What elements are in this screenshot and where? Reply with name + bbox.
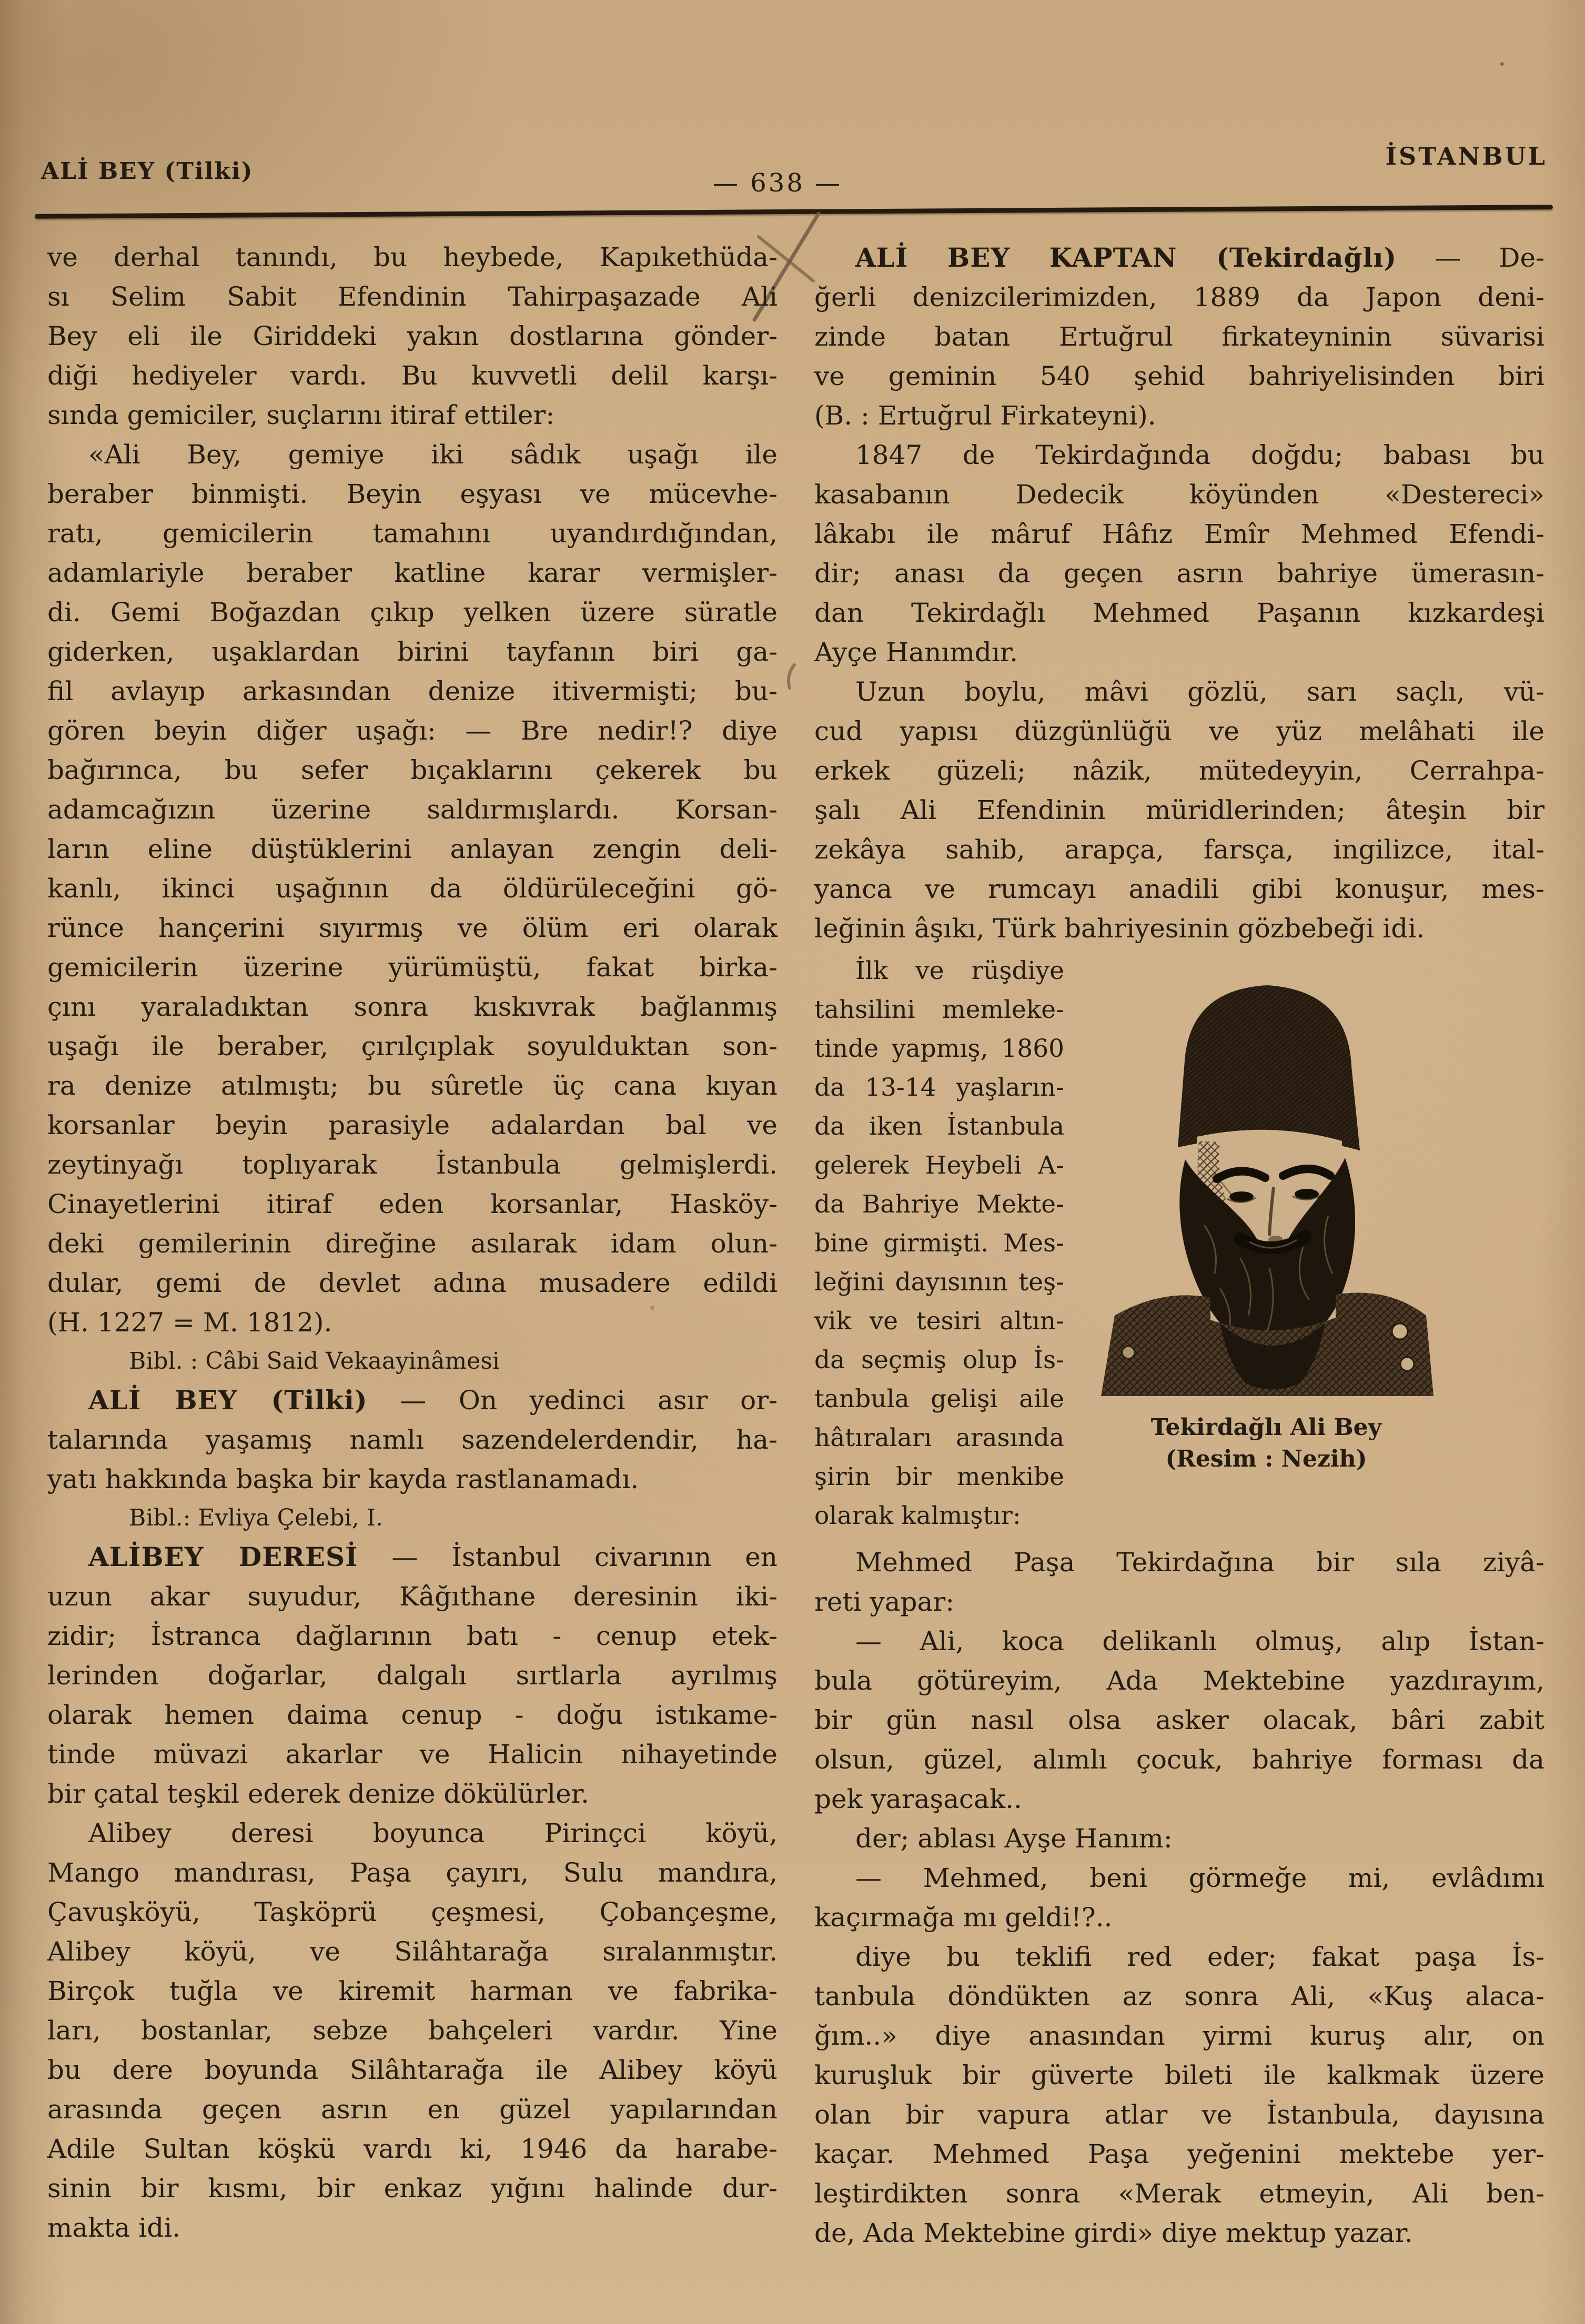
portrait-caption-name: Tekirdağlı Ali Bey <box>1150 1414 1382 1441</box>
right-column-top-text <box>814 238 1544 948</box>
text-line: diye bu teklifi red eder; fakat paşa İs- <box>855 1942 1544 1972</box>
text-line: olsun, güzel, alımlı çocuk, bahriye forması da <box>814 1744 1544 1775</box>
text-line: — Ali, koca delikanlı olmuş, alıp İstan- <box>855 1626 1544 1656</box>
header-entry-title: ALİ BEY (Tilki) <box>41 158 254 185</box>
portrait-section <box>814 952 1544 1535</box>
text-line: ALİ BEY KAPTAN (Tekirdağlı) — De- <box>855 242 1544 273</box>
text-line: uşağı ile beraber, çırılçıplak soyulduktan son- <box>47 1031 778 1062</box>
pencil-tick-mark <box>783 662 801 692</box>
text-line: dir; anası da geçen asrın bahriye ümerasın- <box>814 558 1544 589</box>
text-line: de, Ada Mektebine girdi» diye mektup yazar. <box>814 2218 1413 2248</box>
text-line: Mehmed Paşa Tekirdağına bir sıla ziyâ- <box>855 1547 1544 1578</box>
text-line: olan bir vapura atlar ve İstanbula, dayısına <box>814 2099 1544 2130</box>
text-line: bir gün nasıl olsa asker olacak, bâri zabit <box>814 1705 1544 1735</box>
right-column <box>814 238 1544 2253</box>
text-line: uzun akar suyudur, Kâğıthane deresinin iki- <box>47 1581 778 1612</box>
text-line: olarak kalmıştır: <box>814 1501 1021 1530</box>
text-line: (B. : Ertuğrul Firkateyni). <box>814 400 1156 431</box>
text-line: tahsilini memleke- <box>814 995 1064 1024</box>
text-line: ve derhal tanındı, bu heybede, Kapıkethüda- <box>47 242 778 272</box>
text-line: makta idi. <box>47 2212 181 2243</box>
text-line: çını yaraladıktan sonra kıskıvrak bağlanmış <box>47 992 778 1022</box>
text-line: zeytinyağı toplıyarak İstanbula gelmişlerdi. <box>47 1149 778 1180</box>
text-line: ALİBEY DERESİ — İstanbul civarının en <box>88 1541 778 1572</box>
text-line: bir çatal teşkil ederek denize dökülürler. <box>47 1779 589 1809</box>
text-line: sında gemiciler, suçlarını itiraf ettiler: <box>47 400 555 430</box>
text-line: diği hediyeler vardı. Bu kuvvetli delil karşı- <box>47 360 778 391</box>
portrait-caption <box>1082 1412 1450 1475</box>
text-line: kaçar. Mehmed Paşa yeğenini mektebe yer- <box>814 2139 1544 2169</box>
text-line: Alibey köyü, ve Silâhtarağa sıralanmıştır. <box>47 1936 778 1967</box>
text-line: bine girmişti. Mes- <box>814 1229 1064 1258</box>
text-line: bu dere boyunda Silâhtarağa ile Alibey köyü <box>47 2055 778 2085</box>
text-line: şalı Ali Efendinin müridlerinden; âteşin bir <box>814 795 1544 825</box>
text-line: arasında geçen asrın en güzel yapılarından <box>47 2094 778 2125</box>
text-line: kaçırmağa mı geldi!?.. <box>814 1902 1113 1933</box>
text-line: ları, bostanlar, sebze bahçeleri vardır. Yine <box>47 2015 778 2046</box>
text-line: der; ablası Ayşe Hanım: <box>855 1823 1173 1854</box>
text-line: ğım..» diye anasından yirmi kuruş alır, on <box>814 2020 1544 2051</box>
header-book-title: İSTANBUL <box>1385 142 1547 170</box>
text-line: da seçmiş olup İs- <box>814 1346 1064 1375</box>
text-line: tanbula gelişi aile <box>814 1385 1064 1413</box>
text-line: yatı hakkında başka bir kayda rastlanamadı. <box>47 1464 639 1494</box>
text-line: — Mehmed, beni görmeğe mi, evlâdımı <box>855 1863 1544 1893</box>
right-column-bottom-text <box>814 1543 1544 2253</box>
text-line: adamlariyle beraber katline karar vermişler- <box>47 558 778 588</box>
page-number: — 638 — <box>713 168 843 198</box>
text-line: şirin bir menkibe <box>814 1462 1064 1491</box>
text-line: deki gemilerinin direğine asılarak idam olun- <box>47 1228 778 1259</box>
text-line: tanbula döndükten az sonra Ali, «Kuş alaca- <box>814 1981 1544 2012</box>
text-line: beraber binmişti. Beyin eşyası ve mücevhe- <box>47 479 778 509</box>
text-line: da iken İstanbula <box>814 1112 1064 1141</box>
text-line: pek yaraşacak.. <box>814 1784 1022 1814</box>
text-line: kasabanın Dedecik köyünden «Destereci» <box>814 479 1544 510</box>
text-line: Alibey deresi boyunca Pirinçci köyü, <box>88 1818 778 1848</box>
text-line: Çavuşköyü, Taşköprü çeşmesi, Çobançeşme, <box>47 1897 778 1927</box>
text-line: leğinin âşıkı, Türk bahriyesinin gözbebeği idi. <box>814 913 1425 944</box>
text-line: Birçok tuğla ve kiremit harman ve fabrika- <box>47 1976 778 2006</box>
text-line: ALİ BEY (Tilki) — On yedinci asır or- <box>88 1385 778 1416</box>
text-line: da Bahriye Mekte- <box>814 1190 1064 1219</box>
text-line: lerinden doğarlar, dalgalı sırtlarla ayrılmış <box>47 1660 778 1691</box>
text-line: dan Tekirdağlı Mehmed Paşanın kızkardeşi <box>814 598 1544 628</box>
left-column <box>47 238 778 2248</box>
text-line: lâkabı ile mâruf Hâfız Emîr Mehmed Efendi- <box>814 519 1544 549</box>
text-line: «Ali Bey, gemiye iki sâdık uşağı ile <box>88 439 778 470</box>
text-line: Cinayetlerini itiraf eden korsanlar, Hasköy- <box>47 1189 778 1219</box>
text-line: vik ve tesiri altın- <box>814 1307 1064 1336</box>
text-line: gelerek Heybeli A- <box>814 1151 1064 1180</box>
text-line: olarak hemen daima cenup - doğu istıkame- <box>47 1700 778 1730</box>
text-line: ra denize atılmıştı; bu sûretle üç cana kıyan <box>47 1070 778 1101</box>
portrait-figure <box>1082 952 1450 1475</box>
text-line: dular, gemi de devlet adına musadere edildi <box>47 1268 778 1298</box>
text-line: (H. 1227 = M. 1812). <box>47 1307 332 1338</box>
text-line: kuruşluk bir güverte bileti ile kalkmak üzere <box>814 2060 1544 2090</box>
text-line: rünce hançerini sıyırmış ve ölüm eri olarak <box>47 913 778 943</box>
portrait-engraving <box>1082 952 1450 1396</box>
text-line: kanlı, ikinci uşağının da öldürüleceğini gö- <box>47 873 778 904</box>
text-line: bula götüreyim, Ada Mektebine yazdırayım, <box>814 1665 1544 1696</box>
text-line: fil avlayıp arkasından denize itivermişti; bu- <box>47 676 778 706</box>
text-line: adamcağızın üzerine saldırmışlardı. Korsan- <box>47 794 778 825</box>
text-line: bağırınca, bu sefer bıçaklarını çekerek bu <box>47 755 778 785</box>
text-line: Bibl.: Evliya Çelebi, I. <box>129 1504 383 1531</box>
text-line: sinin bir kısmı, bir enkaz yığını halinde dur- <box>47 2173 778 2204</box>
text-line: tinde yapmış, 1860 <box>814 1034 1064 1063</box>
text-line: Bey eli ile Giriddeki yakın dostlarına gönder- <box>47 321 778 351</box>
text-line: da 13-14 yaşların- <box>814 1073 1064 1102</box>
portrait-caption-credit: (Resim : Nezih) <box>1165 1446 1367 1472</box>
text-line: korsanlar beyin parasiyle adalardan bal ve <box>47 1110 778 1140</box>
image-side-text <box>814 952 1064 1535</box>
red-speck <box>1500 62 1504 66</box>
text-line: Mango mandırası, Paşa çayırı, Sulu mandıra, <box>47 1857 778 1888</box>
text-line: ğerli denizcilerimizden, 1889 da Japon deni- <box>814 282 1544 312</box>
text-line: hâtıraları arasında <box>814 1423 1064 1452</box>
text-line: cud yapısı düzgünlüğü ve yüz melâhati ile <box>814 716 1544 746</box>
text-line: Ayçe Hanımdır. <box>814 637 1018 668</box>
text-line: zekâya sahib, arapça, farsça, ingilizce, ital- <box>814 834 1544 865</box>
text-line: reti yapar: <box>814 1587 955 1617</box>
text-line: gören beyin diğer uşağı: — Bre nedir!? diye <box>47 715 778 746</box>
text-line: Adile Sultan köşkü vardı ki, 1946 da harabe- <box>47 2134 778 2164</box>
text-line: leştirdikten sonra «Merak etmeyin, Ali ben- <box>814 2178 1544 2209</box>
text-line: Bibl. : Câbi Said Vekaayinâmesi <box>129 1348 500 1375</box>
text-line: yanca ve rumcayı anadili gibi konuşur, mes- <box>814 874 1544 904</box>
text-line: sı Selim Sabit Efendinin Tahirpaşazade Ali <box>47 281 778 312</box>
text-line: ve geminin 540 şehid bahriyelisinden biri <box>814 361 1544 391</box>
text-line: ların eline düştüklerini anlayan zengin deli- <box>47 834 778 864</box>
text-line: Uzun boylu, mâvi gözlü, sarı saçlı, vü- <box>855 676 1544 707</box>
text-line: İlk ve rüşdiye <box>855 956 1064 985</box>
text-line: 1847 de Tekirdağında doğdu; babası bu <box>855 440 1544 470</box>
text-line: talarında yaşamış namlı sazendelerdendir, ha- <box>47 1424 778 1455</box>
text-line: zidir; İstranca dağlarının batı - cenup etek- <box>47 1621 778 1651</box>
text-line: giderken, uşaklardan birini tayfanın biri ga- <box>47 636 778 667</box>
text-line: zinde batan Ertuğrul firkateyninin süvarisi <box>814 321 1544 352</box>
text-line: gemicilerin üzerine yürümüştü, fakat birka- <box>47 952 778 983</box>
text-line: leğini dayısının teş- <box>814 1268 1064 1297</box>
text-line: di. Gemi Boğazdan çıkıp yelken üzere süratle <box>47 597 778 628</box>
text-line: ratı, gemicilerin tamahını uyandırdığından, <box>47 518 778 549</box>
text-line: tinde müvazi akarlar ve Halicin nihayetinde <box>47 1739 778 1770</box>
text-line: erkek güzeli; nâzik, mütedeyyin, Cerrahpa- <box>814 755 1544 786</box>
